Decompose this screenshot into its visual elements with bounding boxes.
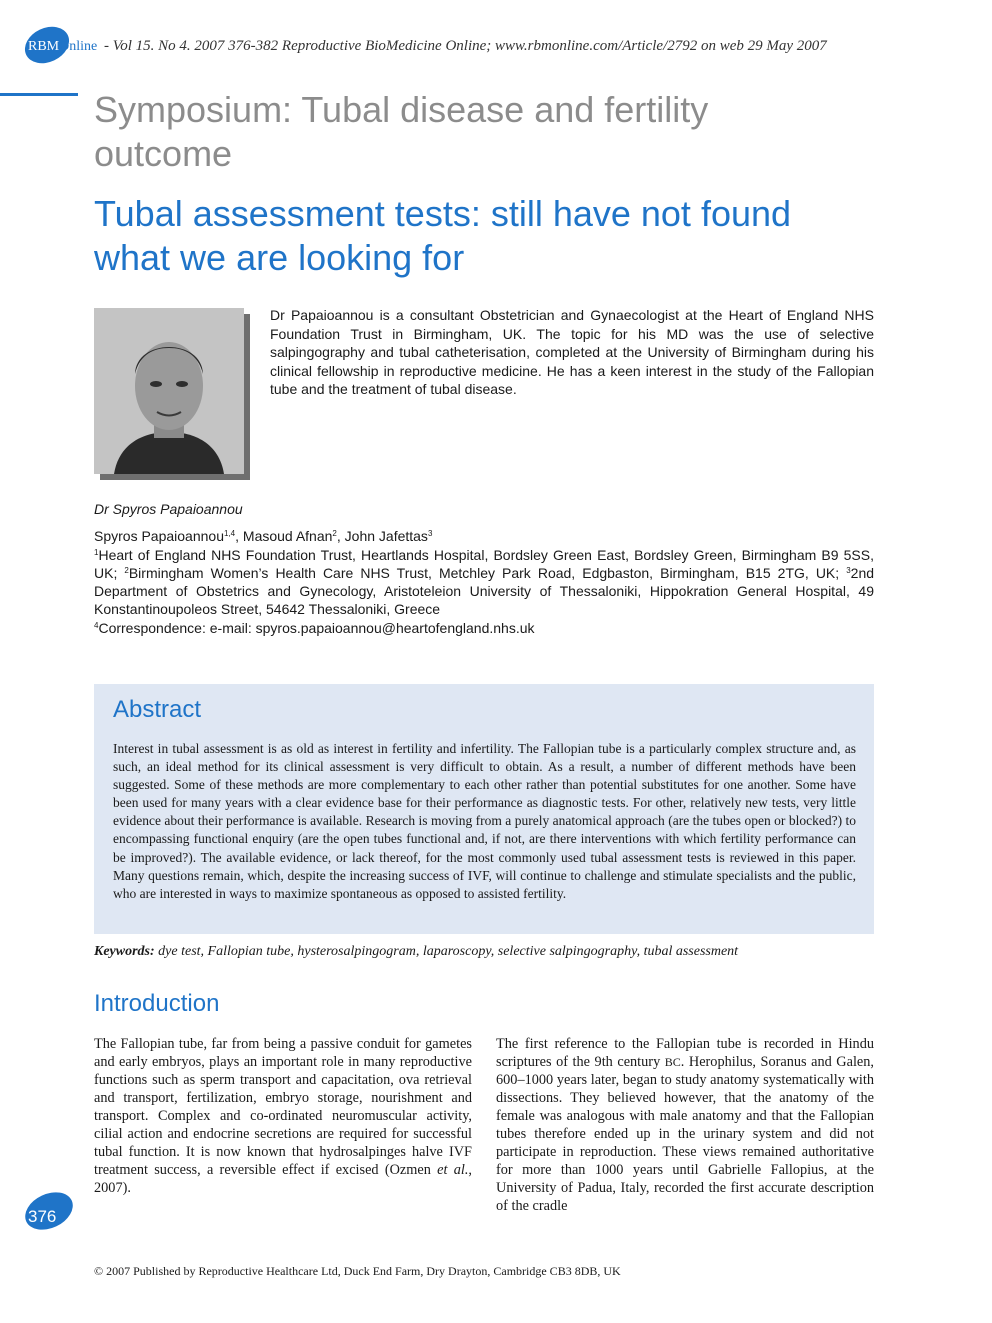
abstract-text: Interest in tubal assessment is as old as interest in fertility and infertility. The Fallopian tube is a particularly complex structure and, as such, an ideal method for its clinical assessment is very difficult to obtain. As a result, a number of different methods have been suggested. Some of these methods are more complementary to each other rather than potential substitutes for one another. Some have been used for many years with a clear evidence base for their performance as diagnostic tests. For other, relatively new tests, very little evidence about their performance is available. Research is moving from a purely anatomical approach (are the tubes open or blocked?) to encompassing functional enquiry (are the open tubes functional and, if not, are there interventions with which fertility performance can be improved?). The available evidence, or lack thereof, for the most commonly used tubal assessment tests is reviewed in this paper. Many questions remain, which, despite the increasing success of IVF, will continue to challenge and stimulate specialists and the public, who are interested in ways to maximize spontaneous as opposed to assisted fertility. [113,741,856,901]
author-sup: 2 [332,529,337,538]
introduction-heading: Introduction [94,990,220,1017]
affil-sup: 3 [846,566,851,575]
intro-column-left [94,1035,472,1197]
author-name: Masoud Afnan [242,528,333,544]
page-number: 376 [28,1207,57,1226]
author-name: Spyros Papaioannou [94,528,224,544]
author-name: John Jafettas [344,528,428,544]
symposium-title: Symposium: Tubal disease and fertility outcome [94,89,709,174]
keywords-text: dye test, Fallopian tube, hysterosalpingogram, laparoscopy, selective salpingography, tubal assessment [158,944,739,959]
intro-right-bc: BC [664,1055,681,1069]
author-portrait-icon [94,308,244,474]
author-bio: Dr Papaioannou is a consultant Obstetrician and Gynaecologist at the Heart of England NHS Foundation Trust in Birmingham, UK. The topic for his MD was the use of selective salpingography and tubal catheterisation, completed at the University of Birmingham during his clinical fellowship in reproductive medicine. He has a keen interest in the study of the Fallopian tube and the treatment of tubal disease. [270,307,874,397]
intro-column-right [496,1035,874,1215]
affiliation-text: 2nd Department of Obstetrics and Gynecology, Aristoteleion University of Thessaloniki, Hippokration General Hospital, 49 Konstantinoupoleos Street, 54642 Thessaloniki, Greece [94,565,875,617]
intro-right-text-a: The first reference to the Fallopian tube is recorded in Hindu scriptures of the 9th century [496,1036,874,1070]
author-list: Spyros Papaioannou$^{1,4}$, Masoud Afnan$^2$, John Jafettas$^3$ [94,528,433,544]
keywords [94,944,874,960]
intro-left-etal: et al. [437,1162,469,1178]
abstract-heading: Abstract [113,696,202,723]
corr-sup: 4 [94,621,99,630]
affil-sup: 1 [94,548,99,557]
author-sup: 3 [427,529,433,538]
journal-logo [28,39,97,55]
photo-caption: Dr Spyros Papaioannou [94,501,243,517]
logo-online-text: Online [59,39,98,54]
intro-right-text-b: . Herophilus, Soranus and Galen, 600–1000 years later, began to study anatomy systematically with dissections. They believed however, that the anatomy of the female was analogous with male anatomy and that the Fallopian tubes therefore ended up in the urinary system and did not participate in reproduction. These views remained authoritative for more than 1000 years until Gabrielle Fallopius, at the University of Padua, Italy, recorded the first accurate description of the cradle [496,1054,874,1214]
affil-sup: 2 [124,566,129,575]
affiliation-text: Birmingham Women’s Health Care NHS Trust, Metchley Park Road, Edgbaston, Birmingham, B15 2TG, UK; [128,565,840,581]
author-photo [94,308,244,474]
affiliations [94,546,874,618]
affiliation-text: Heart of England NHS Foundation Trust, Heartlands Hospital, Bordsley Green East, Bordsley Green, Birmingham B9 5SS, UK; [94,547,874,581]
header-rule [0,93,78,96]
logo-main-text: RBM [28,39,60,54]
article-title: Tubal assessment tests: still have not found what we are looking for [94,193,792,278]
author-sup: 1,4 [224,529,236,538]
keywords-label: Keywords: [94,944,155,959]
intro-left-text: The Fallopian tube, far from being a passive conduit for gametes and early embryos, plays an important role in many reproductive functions such as sperm transport and capacitation, ova retrieval and transport, fertilization, embryo storage, nourishment and transport. Complex and co-ordinated neuromuscular activity, cilial action and endocrine secretions are required for successful tubal function. It is now known that hydrosalpinges halve IVF treatment success, a reversible effect if excised (Ozmen [94,1036,472,1178]
intro-left-tail: , 2007). [94,1162,472,1196]
correspondence-text: Correspondence: e-mail: spyros.papaioannou@heartofengland.nhs.uk [98,620,535,636]
correspondence [94,619,874,637]
citation-line: - Vol 15. No 4. 2007 376-382 Reproductive BioMedicine Online; www.rbmonline.com/Article/2792 on web 29 May 2007 [104,38,827,54]
copyright-notice: © 2007 Published by Reproductive Healthcare Ltd, Duck End Farm, Dry Drayton, Cambridge CB3 8DB, UK [94,1264,621,1278]
